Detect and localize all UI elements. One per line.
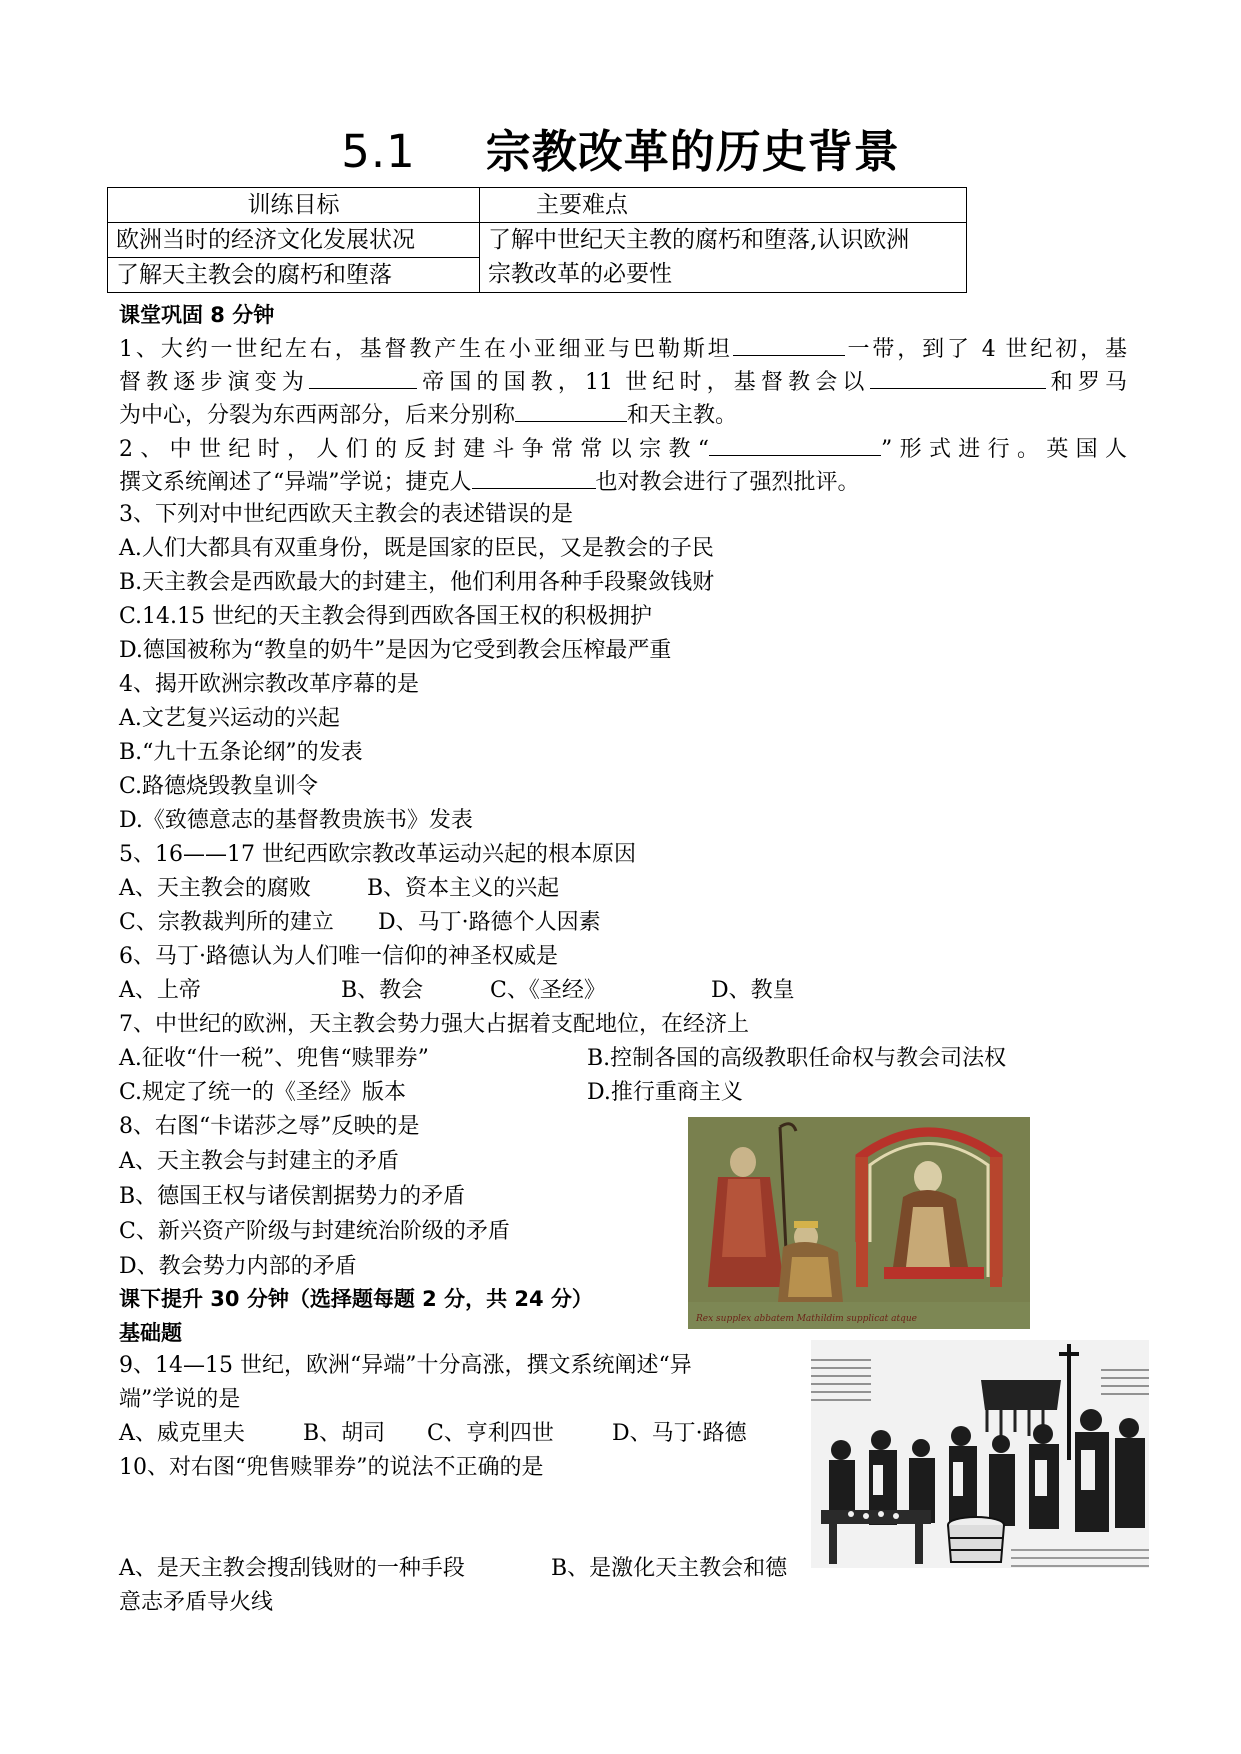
option-a: A.文艺复兴运动的兴起 [119,706,340,731]
option-c: C.规定了统一的《圣经》版本 [119,1080,407,1105]
option-a: A、是天主教会搜刮钱财的一种手段 [119,1556,465,1581]
option-d: D.推行重商主义 [587,1080,743,1105]
question-text: 帝国的国教，11 世纪时，基督教会以 [417,370,870,395]
question-stem: 4、揭开欧洲宗教改革序幕的是 [119,672,419,697]
question-stem: 9、14—15 世纪，欧洲“异端”十分高涨，撰文系统阐述“异 [119,1353,692,1378]
difficulty-header: 主要难点 [480,188,967,223]
option-c: C、《圣经》 [490,978,606,1003]
section-subheading: 基础题 [119,1321,182,1345]
option-d: D.德国被称为“教皇的奶牛”是因为它受到教会压榨最严重 [119,638,672,663]
option-c: C、新兴资产阶级与封建统治阶级的矛盾 [119,1219,510,1244]
option-b: B.“九十五条论纲”的发表 [119,740,363,765]
option-c: C、亨利四世 [427,1421,554,1446]
question-line [119,397,737,432]
goals-table [107,187,967,293]
option-b: B、德国王权与诸侯割据势力的矛盾 [119,1184,466,1209]
question-line [119,364,1127,399]
option-b: B、胡司 [303,1421,386,1446]
question-stem: 10、对右图“兜售赎罪券”的说法不正确的是 [119,1455,544,1480]
option-b: B、教会 [341,978,424,1003]
question-text: 督教逐步演变为 [119,370,310,395]
question-text: ”形式进行。英国人 [881,437,1127,462]
question-text: 一带，到了 4 世纪初，基 [844,337,1128,362]
option-b: B、是激化天主教会和德 [551,1556,788,1581]
title-number: 5.1 [341,125,416,178]
answer-blank[interactable] [709,431,881,456]
difficulty-text [480,223,967,293]
page-title [0,124,1241,180]
question-stem: 5、16——17 世纪西欧宗教改革运动兴起的根本原因 [119,842,636,867]
option-d: D、马丁·路德 [612,1421,747,1446]
answer-blank[interactable] [515,397,627,422]
question-text: 为中心，分裂为东西两部分，后来分别称 [119,403,516,428]
option-a: A.人们大都具有双重身份，既是国家的臣民，又是教会的子民 [119,536,714,561]
option-a: A、威克里夫 [119,1421,245,1446]
option-d: D、教会势力内部的矛盾 [119,1254,357,1279]
option-d: D.《致德意志的基督教贵族书》发表 [119,808,473,833]
question-stem: 7、中世纪的欧洲，天主教会势力强大占据着支配地位，在经济上 [119,1012,749,1037]
option-c: C.14.15 世纪的天主教会得到西欧各国王权的积极拥护 [119,604,653,629]
question-line [119,431,1127,466]
question-stem: 3、下列对中世纪西欧天主教会的表述错误的是 [119,502,573,527]
option-c: C.路德烧毁教皇训令 [119,774,319,799]
question-text: 1、大约一世纪左右，基督教产生在小亚细亚与巴勒斯坦 [119,337,733,362]
difficulty-line: 宗教改革的必要性 [488,261,672,287]
manuscript-caption: Rex supplex abbatem Mathildim supplicat atque [696,1314,917,1324]
question-line [119,331,1127,366]
option-a: A、上帝 [119,978,201,1003]
section-heading: 课堂巩固 8 分钟 [119,303,275,327]
title-text: 宗教改革的历史背景 [485,125,900,178]
option-d: D、教皇 [711,978,795,1003]
question-stem: 8、右图“卡诺莎之辱”反映的是 [119,1114,420,1139]
option-b-continued: 意志矛盾导火线 [119,1590,274,1615]
answer-blank[interactable] [733,331,845,356]
question-text: 2、中世纪时，人们的反封建斗争常常以宗教“ [119,437,710,462]
question-line [119,464,860,499]
goal-item: 欧洲当时的经济文化发展状况 [108,223,480,258]
option-b: B.天主教会是西欧最大的封建主，他们利用各种手段聚敛钱财 [119,570,715,595]
option-a: A.征收“什一税”、兜售“赎罪券” [119,1046,429,1071]
question-text: 和天主教。 [627,403,738,428]
question-text: 撰文系统阐述了“异端”学说；捷克人 [119,470,472,495]
question-stem: 6、马丁·路德认为人们唯一信仰的神圣权威是 [119,944,558,969]
answer-blank[interactable] [309,364,417,389]
goal-item: 了解天主教会的腐朽和堕落 [108,258,480,293]
question-stem-continued: 端”学说的是 [119,1387,241,1412]
canossa-illustration [688,1117,1030,1329]
goals-header: 训练目标 [108,188,480,223]
indulgence-woodcut [811,1340,1149,1568]
option-b: B.控制各国的高级教职任命权与教会司法权 [587,1046,1007,1071]
option-a: A、天主教会的腐败 [119,876,311,901]
answer-blank[interactable] [472,464,596,489]
section-heading: 课下提升 30 分钟（选择题每题 2 分，共 24 分） [119,1287,593,1311]
option-d: D、马丁·路德个人因素 [378,910,601,935]
answer-blank[interactable] [870,364,1046,389]
question-text: 也对教会进行了强烈批评。 [595,470,860,495]
option-c: C、宗教裁判所的建立 [119,910,334,935]
question-text: 和罗马 [1045,370,1127,395]
option-b: B、资本主义的兴起 [367,876,560,901]
difficulty-line: 了解中世纪天主教的腐朽和堕落,认识欧洲 [488,227,910,253]
option-a: A、天主教会与封建主的矛盾 [119,1149,399,1174]
